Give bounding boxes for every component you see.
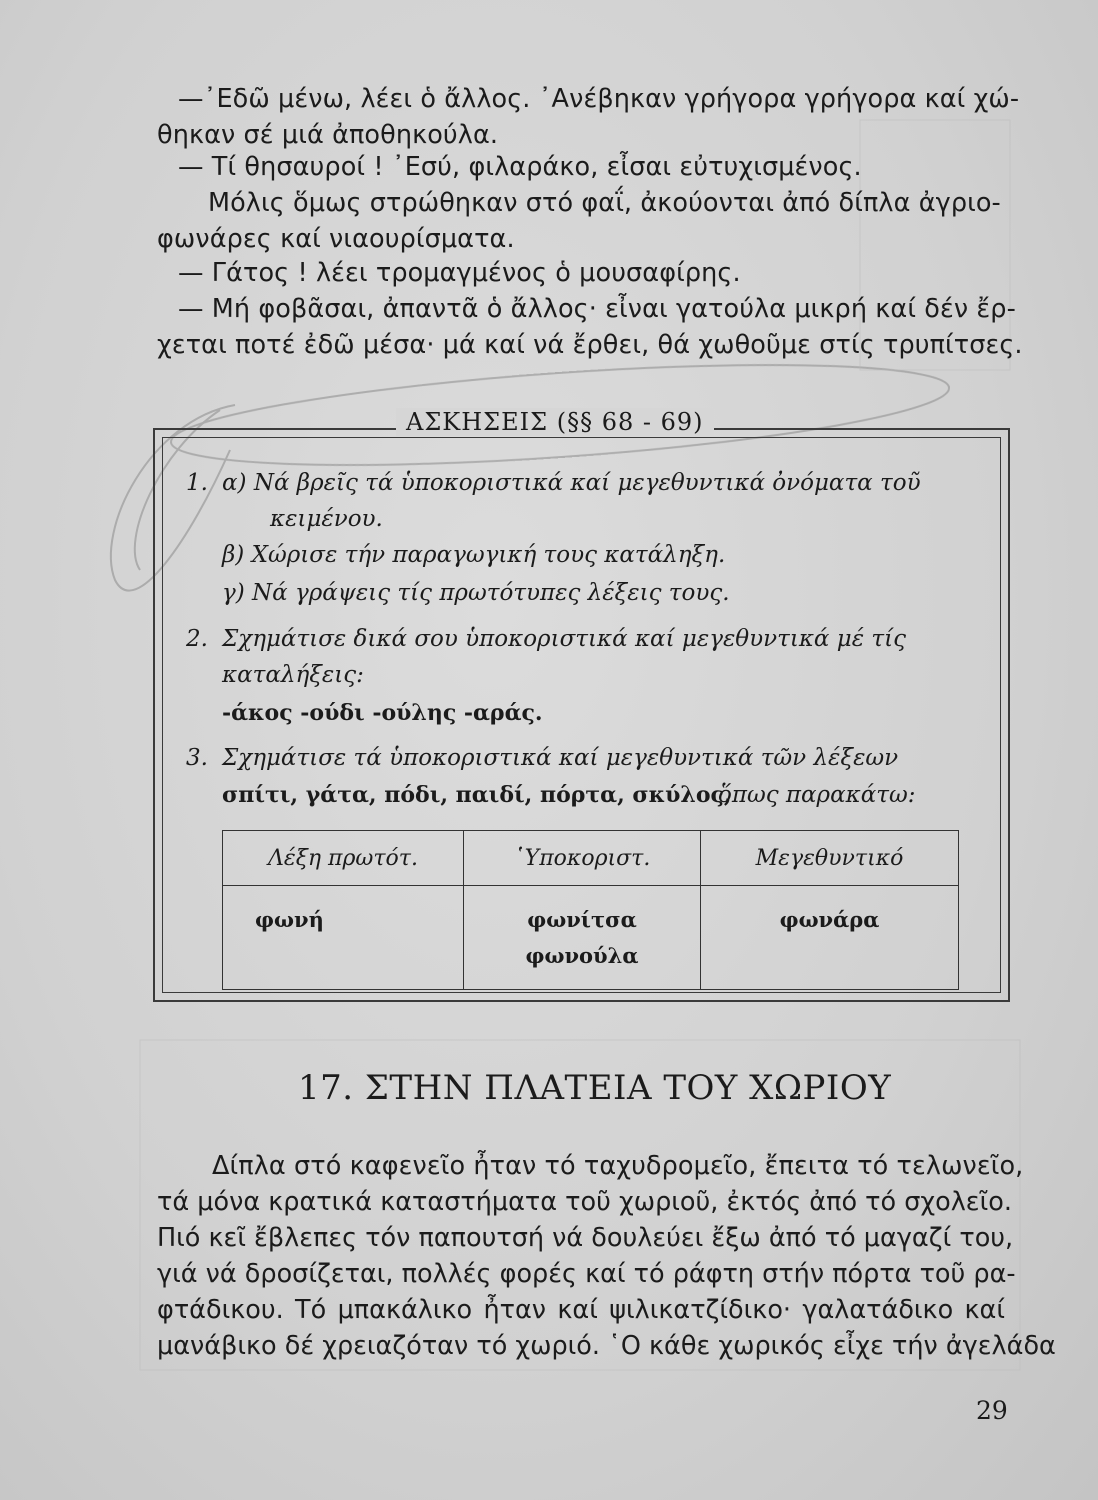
dialogue-line: — Τί θησαυροί ! ᾿Εσύ, φιλαράκο, εἶσαι εὐτυχισμένος.: [178, 152, 862, 182]
exercise-2: Σχημάτισε δικά σου ὑποκοριστικά καί μεγεθυντικά μέ τίς: [222, 626, 906, 652]
exercise-number: 1.: [186, 470, 208, 496]
exercise-2-cont: καταλήξεις:: [222, 662, 364, 688]
table-header: Λέξη πρωτότ.: [223, 831, 464, 886]
exercise-3-words: σπίτι, γάτα, πόδι, παιδί, πόρτα, σκύλος,: [222, 782, 732, 808]
table-header: ῾Υποκοριστ.: [464, 831, 701, 886]
diminutive-2: φωνούλα: [525, 943, 639, 968]
table-cell-diminutive: [464, 886, 701, 990]
paragraph-line: γιά νά δροσίζεται, πολλές φορές καί τό ράφτη στήν πόρτα τοῦ ρα-: [157, 1259, 1016, 1289]
base-word: φωνή: [255, 907, 324, 932]
dialogue-line: Μόλις ὅμως στρώθηκαν στό φαΐ, ἀκούονται ἀπό δίπλα ἀγριο-: [208, 188, 1001, 218]
word-forms-table: [222, 830, 959, 990]
table-header-row: [223, 831, 959, 886]
diminutive-1: φωνίτσα: [527, 907, 637, 932]
dialogue-line: — Μή φοβᾶσαι, ἀπαντᾶ ὁ ἄλλος· εἶναι γατούλα μικρή καί δέν ἔρ-: [178, 294, 1016, 324]
page-number: 29: [976, 1396, 1008, 1425]
dialogue-line: φωνάρες καί νιαουρίσματα.: [157, 224, 515, 254]
chapter-title: 17. ΣΤΗΝ ΠΛΑΤΕΙΑ ΤΟΥ ΧΩΡΙΟΥ: [298, 1068, 892, 1108]
exercise-number: 2.: [186, 626, 208, 652]
paragraph-line: Πιό κεῖ ἔβλεπες τόν παπουτσή νά δουλεύει ἔξω ἀπό τό μαγαζί του,: [157, 1223, 1014, 1253]
dialogue-line: χεται ποτέ ἐδῶ μέσα· μά καί νά ἔρθει, θά χωθοῦμε στίς τρυπίτσες.: [157, 330, 1023, 360]
table-row: [223, 886, 959, 990]
dialogue-line: — Γάτος ! λέει τρομαγμένος ὁ μουσαφίρης.: [178, 258, 741, 288]
paragraph-line: φτάδικου. Τό μπακάλικο ἦταν καί ψιλικατζίδικο· γαλατάδικο καί: [157, 1295, 1005, 1325]
dialogue-line: —᾿Εδῶ μένω, λέει ὁ ἄλλος. ᾿Ανέβηκαν γρήγορα γρήγορα καί χώ-: [178, 84, 1020, 114]
paragraph-line: τά μόνα κρατικά καταστήματα τοῦ χωριοῦ, ἐκτός ἀπό τό σχολεῖο.: [157, 1187, 1012, 1217]
exercises-title: ΑΣΚΗΣΕΙΣ (§§ 68 - 69): [396, 408, 714, 436]
exercise-number: 3.: [186, 745, 208, 771]
exercise-1c: γ) Νά γράψεις τίς πρωτότυπες λέξεις τους.: [222, 580, 730, 606]
augmentative: φωνάρα: [779, 907, 880, 932]
exercise-1a-cont: κειμένου.: [270, 506, 383, 532]
table-header: Μεγεθυντικό: [701, 831, 959, 886]
table-cell-word: [223, 886, 464, 990]
paragraph-line: Δίπλα στό καφενεῖο ἦταν τό ταχυδρομεῖο, ἔπειτα τό τελωνεῖο,: [212, 1151, 1024, 1181]
exercise-3-tail: ὅπως παρακάτω:: [718, 782, 916, 808]
exercise-2-suffixes: -άκος -ούδι -ούλης -αράς.: [222, 700, 543, 726]
paragraph-line: μανάβικο δέ χρειαζόταν τό χωριό. ῾Ο κάθε χωρικός εἶχε τήν ἀγελάδα: [157, 1331, 1056, 1361]
table-cell-augmentative: [701, 886, 959, 990]
exercise-1a: α) Νά βρεῖς τά ὑποκοριστικά καί μεγεθυντικά ὀνόματα τοῦ: [222, 470, 921, 496]
exercise-1b: β) Χώρισε τήν παραγωγική τους κατάληξη.: [222, 542, 726, 568]
dialogue-line: θηκαν σέ μιά ἀποθηκούλα.: [157, 120, 499, 150]
exercise-3: Σχημάτισε τά ὑποκοριστικά καί μεγεθυντικά τῶν λέξεων: [222, 745, 899, 771]
